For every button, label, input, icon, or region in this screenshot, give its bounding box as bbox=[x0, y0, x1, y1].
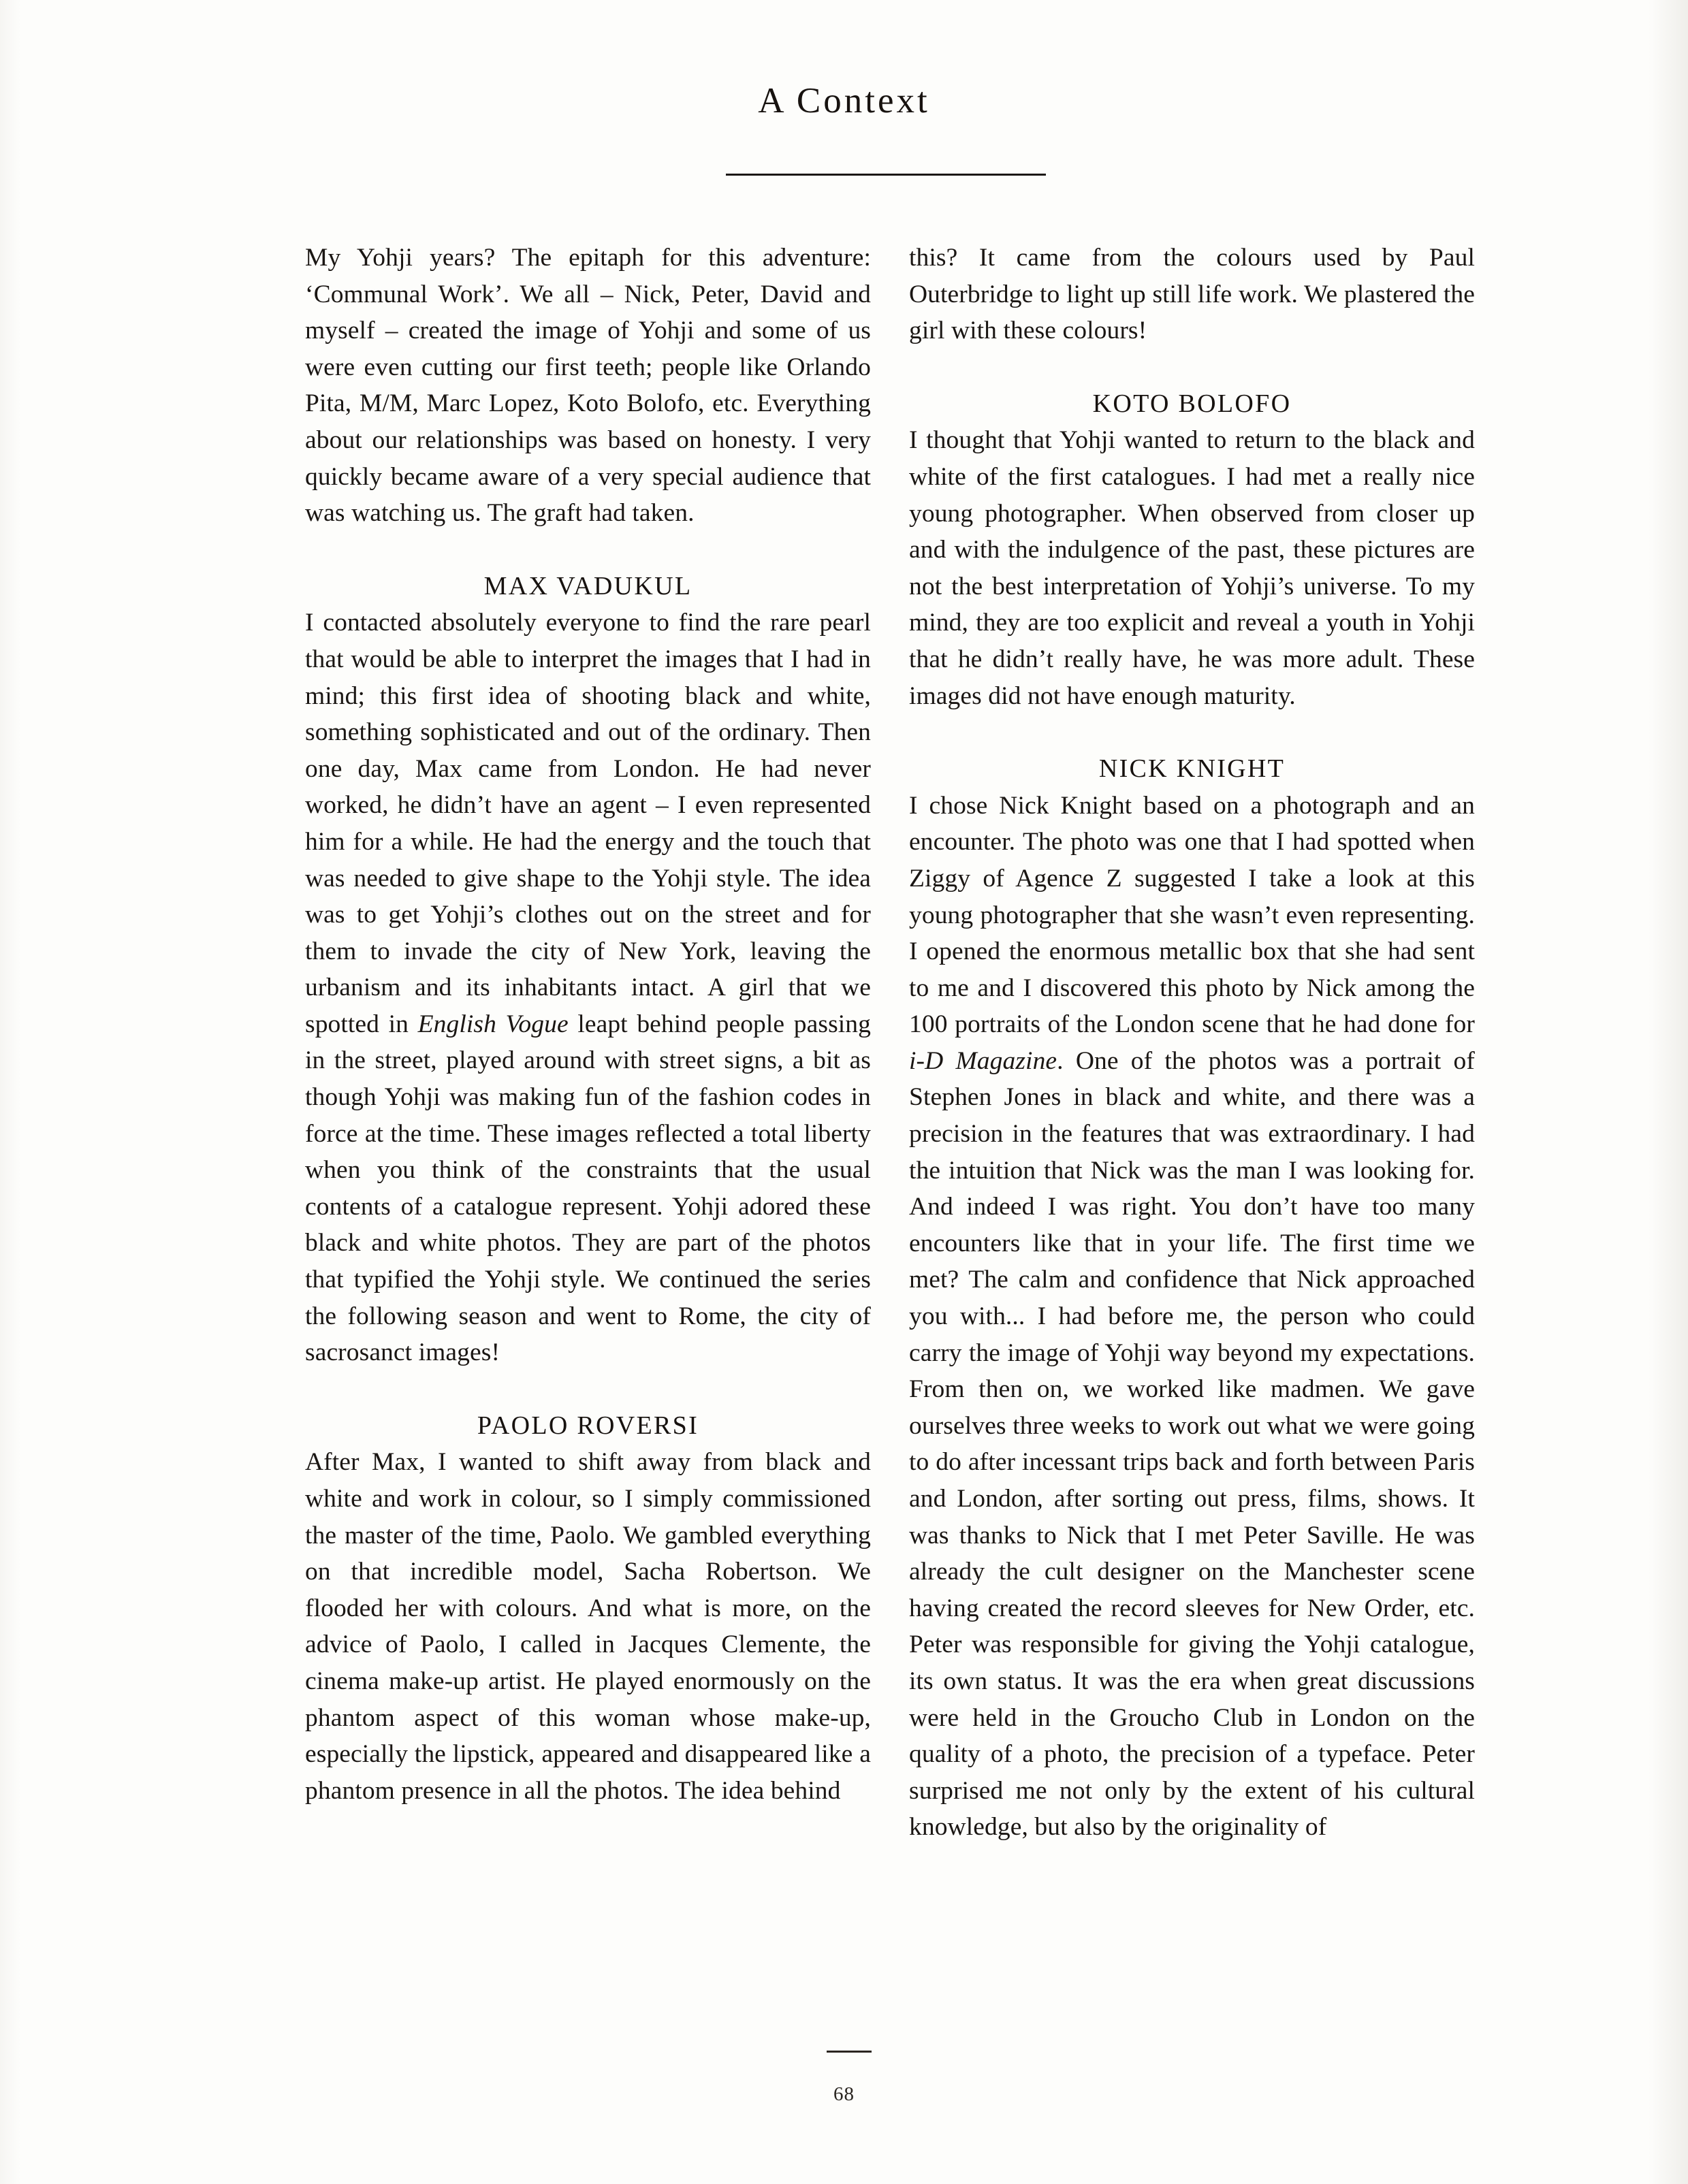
scan-edge-left bbox=[0, 0, 20, 2184]
page-title: A Context bbox=[758, 81, 930, 121]
section-heading-paolo-roversi: PAOLO ROVERSI bbox=[477, 1411, 699, 1440]
folio-rule bbox=[827, 2051, 872, 2053]
header-rule bbox=[726, 174, 1046, 176]
page-number: 68 bbox=[833, 2083, 855, 2105]
italic-title: English Vogue bbox=[417, 1010, 569, 1038]
paragraph-koto-bolofo: I thought that Yohji wanted to return to the black and white of the first catalogues. I had met a really nice young photographer. When observed from closer up and with the indulgence of the past, these pictures are not the best interpretation of Yohji’s universe. To my mind, they are too explicit and reveal a youth in Yohji that he didn’t really have, he was more adult. These images did not have enough maturity. bbox=[909, 426, 1475, 710]
body-columns bbox=[305, 240, 1475, 1846]
right-column bbox=[909, 240, 1475, 1846]
running-head bbox=[0, 80, 1688, 121]
section-heading-koto-bolofo: KOTO BOLOFO bbox=[1092, 389, 1292, 418]
section-heading-max-vadukul: MAX VADUKUL bbox=[483, 571, 692, 600]
paragraph-max-vadukul: I contacted absolutely everyone to find the rare pearl that would be able to interpret the images that I had in mind; this first idea of shooting black and white, something sophisticated and out of the ordinary. Then one day, Max came from London. He had never worked, he didn’t have an agent – I even represented him for a while. He had the energy and the touch that was needed to give shape to the Yohji style. The idea was to get Yohji’s clothes out on the street and for them to invade the city of New York, leaving the urbanism and its inhabitants intact. A girl that we spotted in English Vogue leapt behind people passing in the street, played around with street signs, a bit as though Yohji was making fun of the fashion codes in force at the time. These images reflected a total liberty when you think of the constraints that the usual contents of a catalogue represent. Yohji adored these black and white photos. They are part of the photos that typified the Yohji style. We continued the series the following season and went to Rome, the city of sacrosanct images! bbox=[305, 609, 871, 1367]
paragraph-paolo-roversi: After Max, I wanted to shift away from black and white and work in colour, so I simply commissioned the master of the time, Paolo. We gambled everything on that incredible model, Sacha Robertson. We flooded her with colours. And what is more, on the advice of Paolo, I called in Jacques Clemente, the cinema make-up artist. He played enormously on the phantom aspect of this woman whose make-up, especially the lipstick, appeared and disappeared like a phantom presence in all the photos. The idea behind bbox=[305, 1448, 871, 1805]
section-heading-nick-knight: NICK KNIGHT bbox=[1098, 754, 1286, 784]
paragraph-continuation: this? It came from the colours used by Paul Outerbridge to light up still life work. We plastered the girl with these colours! bbox=[909, 244, 1475, 345]
scan-edge-right bbox=[1649, 0, 1688, 2184]
paragraph-nick-knight: I chose Nick Knight based on a photograph and an encounter. The photo was one that I had spotted when Ziggy of Agence Z suggested I take a look at this young photographer that she wasn’t even representing. I opened the enormous metallic box that she had sent to me and I discovered this photo by Nick among the 100 portraits of the London scene that he had done for i-D Magazine. One of the photos was a portrait of Stephen Jones in black and white, and there was a precision in the features that was extraordinary. I had the intuition that Nick was the man I was looking for. And indeed I was right. You don’t have too many encounters like that in your life. The first time we met? The calm and confidence that Nick approached you with... I had before me, the person who could carry the image of Yohji way beyond my expectations. From then on, we worked like madmen. We gave ourselves three weeks to work out what we were going to do after incessant trips back and forth between Paris and London, after sorting out press, films, shows. It was thanks to Nick that I met Peter Saville. He was already the cult designer on the Manchester scene having created the record sleeves for New Order, etc. Peter was responsible for giving the Yohji catalogue, its own status. It was the era when great discussions were held in the Groucho Club in London on the quality of a photo, the precision of a typeface. Peter surprised me not only by the extent of his cultural knowledge, but also by the originality of bbox=[909, 791, 1475, 1842]
paragraph-intro: My Yohji years? The epitaph for this adventure: ‘Communal Work’. We all – Nick, Peter, David and myself – created the image of Yohji and some of us were even cutting our first teeth; people like Orlando Pita, M/M, Marc Lopez, Koto Bolofo, etc. Everything about our relationships was based on honesty. I very quickly became aware of a very special audience that was watching us. The graft had taken. bbox=[305, 244, 871, 528]
italic-title: i-D Magazine bbox=[909, 1046, 1057, 1075]
left-column bbox=[305, 240, 871, 1846]
